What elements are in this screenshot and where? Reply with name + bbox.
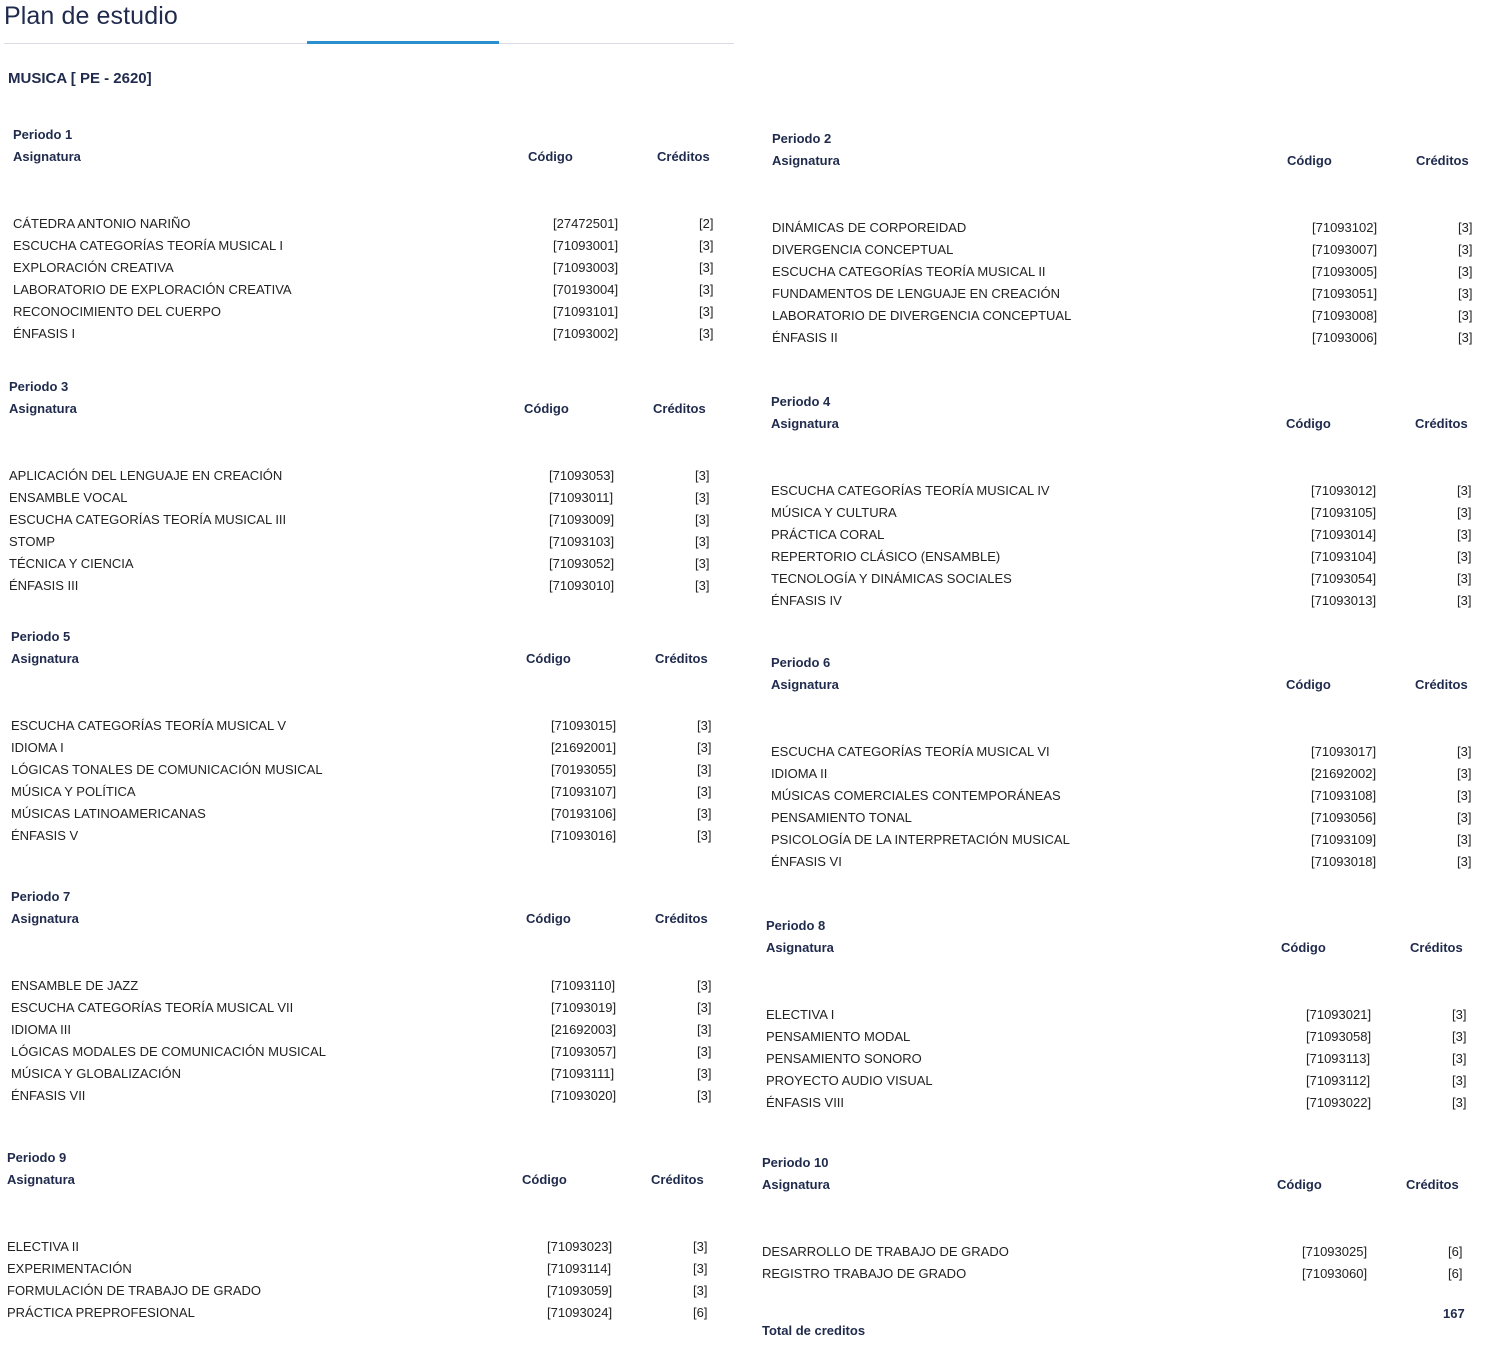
course-code: [71093022]: [1306, 1095, 1372, 1110]
course-code: [71093057]: [551, 1044, 617, 1059]
course-row: [771, 524, 1471, 546]
course-name: DIVERGENCIA CONCEPTUAL: [772, 242, 954, 257]
active-tab-indicator: [307, 41, 499, 44]
course-name: MÚSICA Y CULTURA: [771, 505, 897, 520]
course-code: [71093108]: [1311, 788, 1377, 803]
course-row: [771, 546, 1471, 568]
course-credits: [3]: [697, 1088, 712, 1103]
course-credits: [3]: [1457, 527, 1472, 542]
course-credits: [3]: [1452, 1095, 1467, 1110]
course-row: [771, 785, 1471, 807]
table-header: [766, 937, 1466, 959]
course-row: [11, 737, 711, 759]
header-codigo: Código: [1286, 677, 1331, 692]
course-name: LÓGICAS MODALES DE COMUNICACIÓN MUSICAL: [11, 1044, 326, 1059]
course-name: ÉNFASIS III: [9, 578, 79, 593]
course-name: ENSAMBLE VOCAL: [9, 490, 128, 505]
course-name: RECONOCIMIENTO DEL CUERPO: [13, 304, 222, 319]
course-name: PENSAMIENTO MODAL: [766, 1029, 911, 1044]
course-credits: [3]: [699, 238, 714, 253]
course-credits: [3]: [699, 326, 714, 341]
course-code: [70193106]: [551, 806, 617, 821]
header-asignatura: Asignatura: [762, 1177, 830, 1192]
course-name: TÉCNICA Y CIENCIA: [9, 556, 134, 571]
period-title: Periodo 7: [11, 889, 71, 904]
course-name: FUNDAMENTOS DE LENGUAJE EN CREACIÓN: [772, 286, 1060, 301]
course-row: [762, 1241, 1462, 1263]
course-code: [21692002]: [1311, 766, 1377, 781]
header-asignatura: Asignatura: [771, 677, 839, 692]
course-name: IDIOMA III: [11, 1022, 71, 1037]
course-name: MÚSICAS LATINOAMERICANAS: [11, 806, 206, 821]
course-credits: [3]: [1457, 505, 1472, 520]
course-code: [71093114]: [547, 1261, 612, 1276]
course-name: IDIOMA I: [11, 740, 64, 755]
course-row: [9, 487, 709, 509]
header-codigo: Código: [1287, 153, 1332, 168]
period-section: [771, 391, 1471, 612]
table-header: [762, 1174, 1462, 1196]
period-section: [771, 652, 1471, 873]
header-asignatura: Asignatura: [766, 940, 834, 955]
table-header: [772, 150, 1472, 172]
course-row: [766, 1070, 1466, 1092]
course-code: [71093006]: [1312, 330, 1378, 345]
course-code: [71093104]: [1311, 549, 1377, 564]
course-code: [71093005]: [1312, 264, 1378, 279]
course-name: ESCUCHA CATEGORÍAS TEORÍA MUSICAL IV: [771, 483, 1050, 498]
course-name: STOMP: [9, 534, 55, 549]
table-header: [7, 1169, 707, 1191]
course-list: [771, 741, 1471, 873]
course-credits: [3]: [695, 490, 710, 505]
course-row: [11, 997, 711, 1019]
course-name: ESCUCHA CATEGORÍAS TEORÍA MUSICAL V: [11, 718, 286, 733]
header-codigo: Código: [1286, 416, 1331, 431]
course-credits: [3]: [697, 784, 712, 799]
header-asignatura: Asignatura: [11, 651, 79, 666]
period-title: Periodo 1: [13, 127, 73, 142]
course-row: [13, 279, 713, 301]
course-code: [21692003]: [551, 1022, 617, 1037]
course-row: [766, 1048, 1466, 1070]
course-code: [71093058]: [1306, 1029, 1372, 1044]
period-section: [9, 376, 709, 597]
course-credits: [3]: [693, 1283, 708, 1298]
course-code: [71093011]: [549, 490, 614, 505]
course-code: [21692001]: [551, 740, 617, 755]
course-credits: [3]: [1457, 766, 1472, 781]
course-credits: [3]: [1457, 744, 1472, 759]
course-code: [71093112]: [1306, 1073, 1371, 1088]
course-code: [71093024]: [547, 1305, 613, 1320]
course-code: [71093051]: [1312, 286, 1378, 301]
course-credits: [3]: [1457, 832, 1472, 847]
course-row: [11, 975, 711, 997]
course-credits: [3]: [1452, 1073, 1467, 1088]
header-codigo: Código: [1281, 940, 1326, 955]
course-row: [9, 465, 709, 487]
header-codigo: Código: [522, 1172, 567, 1187]
course-code: [70193055]: [551, 762, 617, 777]
course-name: ESCUCHA CATEGORÍAS TEORÍA MUSICAL I: [13, 238, 283, 253]
course-name: FORMULACIÓN DE TRABAJO DE GRADO: [7, 1283, 262, 1298]
course-name: APLICACIÓN DEL LENGUAJE EN CREACIÓN: [9, 468, 283, 483]
course-list: [772, 217, 1472, 349]
course-row: [11, 1085, 711, 1107]
course-row: [11, 1019, 711, 1041]
course-code: [71093105]: [1311, 505, 1377, 520]
period-title: Periodo 2: [772, 131, 832, 146]
course-code: [71093007]: [1312, 242, 1378, 257]
course-credits: [3]: [1458, 220, 1473, 235]
course-credits: [3]: [697, 1022, 712, 1037]
header-creditos: Créditos: [1410, 940, 1463, 955]
course-credits: [3]: [697, 1000, 712, 1015]
header-creditos: Créditos: [1415, 677, 1468, 692]
course-credits: [3]: [1458, 330, 1473, 345]
course-name: ÉNFASIS IV: [771, 593, 842, 608]
header-creditos: Créditos: [651, 1172, 704, 1187]
course-code: [71093101]: [553, 304, 619, 319]
course-code: [71093023]: [547, 1239, 613, 1254]
course-code: [71093110]: [551, 978, 616, 993]
course-credits: [3]: [695, 578, 710, 593]
course-row: [772, 305, 1472, 327]
course-name: REPERTORIO CLÁSICO (ENSAMBLE): [771, 549, 1001, 564]
course-code: [71093017]: [1311, 744, 1377, 759]
course-credits: [3]: [697, 718, 712, 733]
course-credits: [3]: [1457, 571, 1472, 586]
course-row: [13, 301, 713, 323]
header-creditos: Créditos: [655, 651, 708, 666]
header-asignatura: Asignatura: [7, 1172, 75, 1187]
course-row: [9, 575, 709, 597]
period-section: [11, 886, 711, 1107]
course-row: [13, 213, 713, 235]
course-list: [762, 1241, 1462, 1285]
course-name: ÉNFASIS VIII: [766, 1095, 845, 1110]
course-name: MÚSICA Y POLÍTICA: [11, 784, 136, 799]
period-section: [766, 915, 1466, 1114]
course-name: PENSAMIENTO SONORO: [766, 1051, 922, 1066]
course-row: [13, 235, 713, 257]
course-row: [11, 1063, 711, 1085]
course-row: [766, 1092, 1466, 1114]
course-code: [70193004]: [553, 282, 619, 297]
table-header: [771, 674, 1471, 696]
course-code: [71093016]: [551, 828, 617, 843]
course-code: [71093012]: [1311, 483, 1377, 498]
course-code: [71093002]: [553, 326, 619, 341]
course-row: [771, 590, 1471, 612]
course-row: [762, 1263, 1462, 1285]
course-credits: [3]: [693, 1239, 708, 1254]
course-credits: [3]: [695, 534, 710, 549]
course-row: [772, 283, 1472, 305]
course-row: [772, 261, 1472, 283]
course-code: [71093014]: [1311, 527, 1377, 542]
course-credits: [3]: [697, 740, 712, 755]
course-list: [11, 975, 711, 1107]
course-row: [11, 759, 711, 781]
table-header: [9, 398, 709, 420]
course-code: [71093102]: [1312, 220, 1378, 235]
period-title: Periodo 9: [7, 1150, 67, 1165]
table-header: [11, 908, 711, 930]
course-code: [71093060]: [1302, 1266, 1368, 1281]
course-credits: [3]: [1457, 593, 1472, 608]
course-list: [766, 1004, 1466, 1114]
course-credits: [3]: [699, 260, 714, 275]
course-name: ELECTIVA I: [766, 1007, 835, 1022]
course-credits: [3]: [1458, 242, 1473, 257]
header-creditos: Créditos: [657, 149, 710, 164]
header-codigo: Código: [526, 911, 571, 926]
course-code: [71093015]: [551, 718, 617, 733]
course-credits: [3]: [695, 468, 710, 483]
course-row: [11, 825, 711, 847]
period-section: [762, 1152, 1462, 1285]
course-credits: [6]: [1448, 1266, 1463, 1281]
course-credits: [3]: [1458, 308, 1473, 323]
header-codigo: Código: [1277, 1177, 1322, 1192]
course-row: [771, 807, 1471, 829]
total-credits-label: Total de creditos: [762, 1323, 866, 1338]
course-credits: [6]: [693, 1305, 708, 1320]
course-credits: [3]: [1458, 264, 1473, 279]
course-credits: [3]: [1452, 1007, 1467, 1022]
course-row: [9, 553, 709, 575]
header-creditos: Créditos: [655, 911, 708, 926]
course-code: [71093008]: [1312, 308, 1378, 323]
course-name: REGISTRO TRABAJO DE GRADO: [762, 1266, 967, 1281]
header-creditos: Créditos: [1415, 416, 1468, 431]
course-row: [772, 217, 1472, 239]
course-credits: [3]: [1457, 549, 1472, 564]
course-list: [7, 1236, 707, 1324]
table-header: [11, 648, 711, 670]
course-credits: [3]: [697, 1066, 712, 1081]
course-name: LABORATORIO DE DIVERGENCIA CONCEPTUAL: [772, 308, 1072, 323]
course-credits: [3]: [697, 828, 712, 843]
course-credits: [3]: [697, 978, 712, 993]
header-creditos: Créditos: [1406, 1177, 1459, 1192]
course-list: [13, 213, 713, 345]
course-name: ÉNFASIS VII: [11, 1088, 86, 1103]
course-name: IDIOMA II: [771, 766, 828, 781]
course-code: [71093107]: [551, 784, 617, 799]
course-name: MÚSICAS COMERCIALES CONTEMPORÁNEAS: [771, 788, 1061, 803]
course-row: [11, 1041, 711, 1063]
course-code: [71093103]: [549, 534, 615, 549]
course-name: ESCUCHA CATEGORÍAS TEORÍA MUSICAL II: [772, 264, 1046, 279]
course-credits: [3]: [693, 1261, 708, 1276]
course-code: [71093009]: [549, 512, 615, 527]
course-credits: [3]: [697, 762, 712, 777]
course-credits: [3]: [1457, 483, 1472, 498]
table-header: [771, 413, 1471, 435]
course-code: [71093019]: [551, 1000, 617, 1015]
course-name: PRÁCTICA CORAL: [771, 527, 885, 542]
course-code: [71093003]: [553, 260, 619, 275]
course-row: [772, 239, 1472, 261]
course-name: ÉNFASIS VI: [771, 854, 842, 869]
course-credits: [3]: [1458, 286, 1473, 301]
course-credits: [3]: [1457, 810, 1472, 825]
header-codigo: Código: [526, 651, 571, 666]
course-name: TECNOLOGÍA Y DINÁMICAS SOCIALES: [771, 571, 1012, 586]
period-section: [772, 128, 1472, 349]
header-asignatura: Asignatura: [13, 149, 81, 164]
header-codigo: Código: [524, 401, 569, 416]
period-title: Periodo 5: [11, 629, 71, 644]
course-credits: [3]: [1452, 1029, 1467, 1044]
course-row: [772, 327, 1472, 349]
header-creditos: Créditos: [653, 401, 706, 416]
period-title: Periodo 6: [771, 655, 831, 670]
period-title: Periodo 10: [762, 1155, 829, 1170]
course-name: PROYECTO AUDIO VISUAL: [766, 1073, 933, 1088]
course-code: [71093054]: [1311, 571, 1377, 586]
period-section: [13, 124, 713, 345]
course-code: [71093113]: [1306, 1051, 1371, 1066]
course-row: [11, 781, 711, 803]
course-name: ÉNFASIS II: [772, 330, 838, 345]
course-name: PRÁCTICA PREPROFESIONAL: [7, 1305, 195, 1320]
course-name: CÁTEDRA ANTONIO NARIÑO: [13, 216, 191, 231]
course-code: [71093020]: [551, 1088, 617, 1103]
course-credits: [3]: [697, 1044, 712, 1059]
header-asignatura: Asignatura: [771, 416, 839, 431]
course-credits: [6]: [1448, 1244, 1463, 1259]
course-code: [71093013]: [1311, 593, 1377, 608]
header-asignatura: Asignatura: [772, 153, 840, 168]
course-credits: [3]: [1452, 1051, 1467, 1066]
course-name: DESARROLLO DE TRABAJO DE GRADO: [762, 1244, 1009, 1259]
course-name: DINÁMICAS DE CORPOREIDAD: [772, 220, 967, 235]
course-row: [9, 531, 709, 553]
total-credits-value: 167: [1443, 1306, 1465, 1321]
course-row: [7, 1280, 707, 1302]
period-title: Periodo 8: [766, 918, 826, 933]
course-row: [771, 502, 1471, 524]
course-name: ÉNFASIS I: [13, 326, 76, 341]
course-name: ESCUCHA CATEGORÍAS TEORÍA MUSICAL III: [9, 512, 287, 527]
course-row: [771, 829, 1471, 851]
course-name: ÉNFASIS V: [11, 828, 79, 843]
course-credits: [3]: [699, 282, 714, 297]
course-row: [771, 568, 1471, 590]
course-code: [27472501]: [553, 216, 619, 231]
course-credits: [3]: [695, 556, 710, 571]
header-asignatura: Asignatura: [9, 401, 77, 416]
course-row: [11, 715, 711, 737]
course-credits: [3]: [1457, 854, 1472, 869]
period-section: [7, 1147, 707, 1324]
course-list: [11, 715, 711, 847]
page-title: Plan de estudio: [4, 2, 178, 30]
course-code: [71093059]: [547, 1283, 613, 1298]
course-code: [71093052]: [549, 556, 615, 571]
course-name: LABORATORIO DE EXPLORACIÓN CREATIVA: [13, 282, 292, 297]
course-code: [71093056]: [1311, 810, 1377, 825]
course-row: [766, 1004, 1466, 1026]
period-title: Periodo 3: [9, 379, 69, 394]
table-header: [13, 146, 713, 168]
course-list: [771, 480, 1471, 612]
course-row: [766, 1026, 1466, 1048]
course-row: [11, 803, 711, 825]
course-code: [71093001]: [553, 238, 619, 253]
course-name: PSICOLOGÍA DE LA INTERPRETACIÓN MUSICAL: [771, 832, 1070, 847]
course-credits: [3]: [699, 304, 714, 319]
course-row: [7, 1302, 707, 1324]
course-name: MÚSICA Y GLOBALIZACIÓN: [11, 1066, 182, 1081]
course-row: [7, 1258, 707, 1280]
header-asignatura: Asignatura: [11, 911, 79, 926]
course-code: [71093109]: [1311, 832, 1377, 847]
course-credits: [2]: [699, 216, 714, 231]
course-row: [13, 257, 713, 279]
course-row: [771, 741, 1471, 763]
course-name: EXPERIMENTACIÓN: [7, 1261, 132, 1276]
course-row: [771, 763, 1471, 785]
header-codigo: Código: [528, 149, 573, 164]
course-code: [71093025]: [1302, 1244, 1368, 1259]
course-name: ENSAMBLE DE JAZZ: [11, 978, 139, 993]
course-name: EXPLORACIÓN CREATIVA: [13, 260, 174, 275]
course-credits: [3]: [695, 512, 710, 527]
course-row: [7, 1236, 707, 1258]
course-code: [71093018]: [1311, 854, 1377, 869]
course-code: [71093111]: [551, 1066, 615, 1081]
course-code: [71093021]: [1306, 1007, 1372, 1022]
course-row: [771, 851, 1471, 873]
course-credits: [3]: [1457, 788, 1472, 803]
course-name: ESCUCHA CATEGORÍAS TEORÍA MUSICAL VII: [11, 1000, 294, 1015]
period-section: [11, 626, 711, 847]
program-name: MUSICA [ PE - 2620]: [8, 70, 152, 87]
course-name: ELECTIVA II: [7, 1239, 80, 1254]
period-title: Periodo 4: [771, 394, 831, 409]
course-list: [9, 465, 709, 597]
course-name: LÓGICAS TONALES DE COMUNICACIÓN MUSICAL: [11, 762, 323, 777]
course-name: PENSAMIENTO TONAL: [771, 810, 912, 825]
course-code: [71093010]: [549, 578, 615, 593]
course-name: ESCUCHA CATEGORÍAS TEORÍA MUSICAL VI: [771, 744, 1050, 759]
course-code: [71093053]: [549, 468, 615, 483]
course-credits: [3]: [697, 806, 712, 821]
course-row: [9, 509, 709, 531]
header-creditos: Créditos: [1416, 153, 1469, 168]
course-row: [13, 323, 713, 345]
course-row: [771, 480, 1471, 502]
